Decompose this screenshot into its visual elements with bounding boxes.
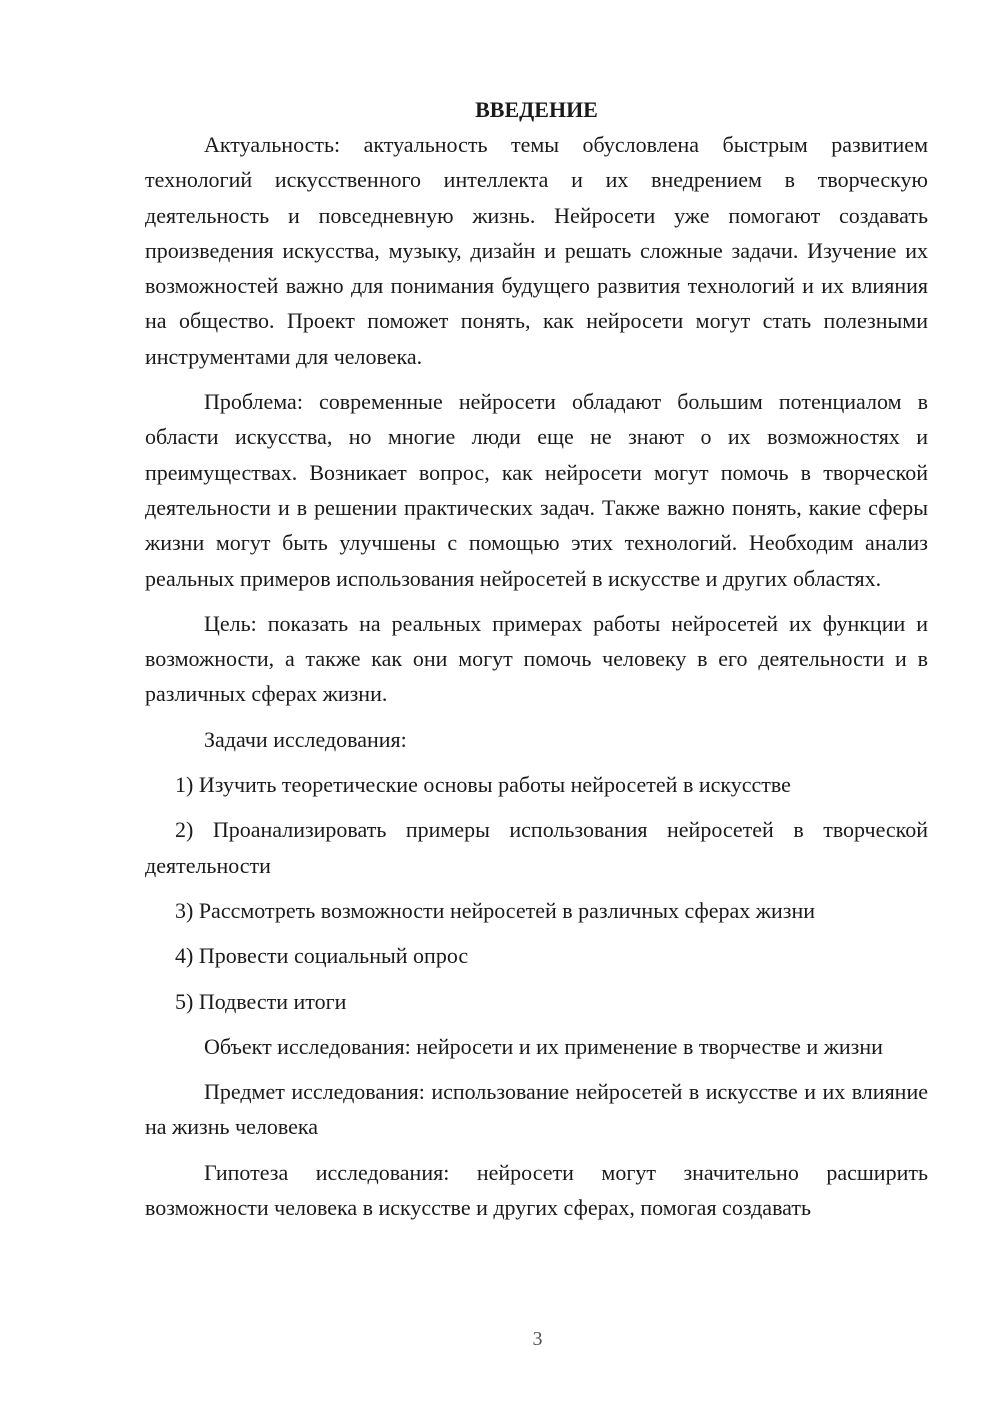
relevance-paragraph: Актуальность: актуальность темы обусловлена быстрым развитием технологий искусственного интеллекта и их внедрением в творческую деятельность и повседневную жизнь. Нейросети уже помогают создавать произведения искусства, музыку, дизайн и решать сложные задачи. Изучение их возможностей важно для понимания будущего развития технологий и их влияния на общество. Проект поможет понять, как нейросети могут стать полезными инструментами для человека. <box>145 132 928 369</box>
task-item: 3) Рассмотреть возможности нейросетей в различных сферах жизни <box>175 897 815 923</box>
subject-paragraph: Предмет исследования: использование нейросетей в искусстве и их влияние на жизнь человека <box>145 1079 928 1140</box>
section-title: ВВЕДЕНИЕ <box>475 97 598 122</box>
hypothesis-paragraph: Гипотеза исследования: нейросети могут значительно расширить возможности человека в искусстве и других сферах, помогая создавать <box>145 1159 928 1221</box>
task-item: 1) Изучить теоретические основы работы нейросетей в искусстве <box>175 772 791 798</box>
page-number: 3 <box>532 1328 543 1350</box>
goal-paragraph: Цель: показать на реальных примерах работы нейросетей их функции и возможности, а также как они могут помочь человеку в его деятельности и в различных сферах жизни. <box>145 610 928 707</box>
document-page <box>145 92 928 1231</box>
task-item: 2) Проанализировать примеры использования нейросетей в творческой деятельности <box>145 817 928 878</box>
object-paragraph: Объект исследования: нейросети и их применение в творчестве и жизни <box>204 1033 883 1059</box>
task-item: 4) Провести социальный опрос <box>175 943 469 969</box>
problem-paragraph: Проблема: современные нейросети обладают большим потенциалом в области искусства, но многие люди еще не знают о их возможностях и преимуществах. Возникает вопрос, как нейросети могут помочь в творческой деятельности и в решении практических задач. Также важно понять, какие сферы жизни могут быть улучшены с помощью этих технологий. Необходим анализ реальных примеров использования нейросетей в искусстве и других областях. <box>145 389 928 591</box>
tasks-heading: Задачи исследования: <box>204 726 407 752</box>
task-item: 5) Подвести итоги <box>175 988 347 1014</box>
